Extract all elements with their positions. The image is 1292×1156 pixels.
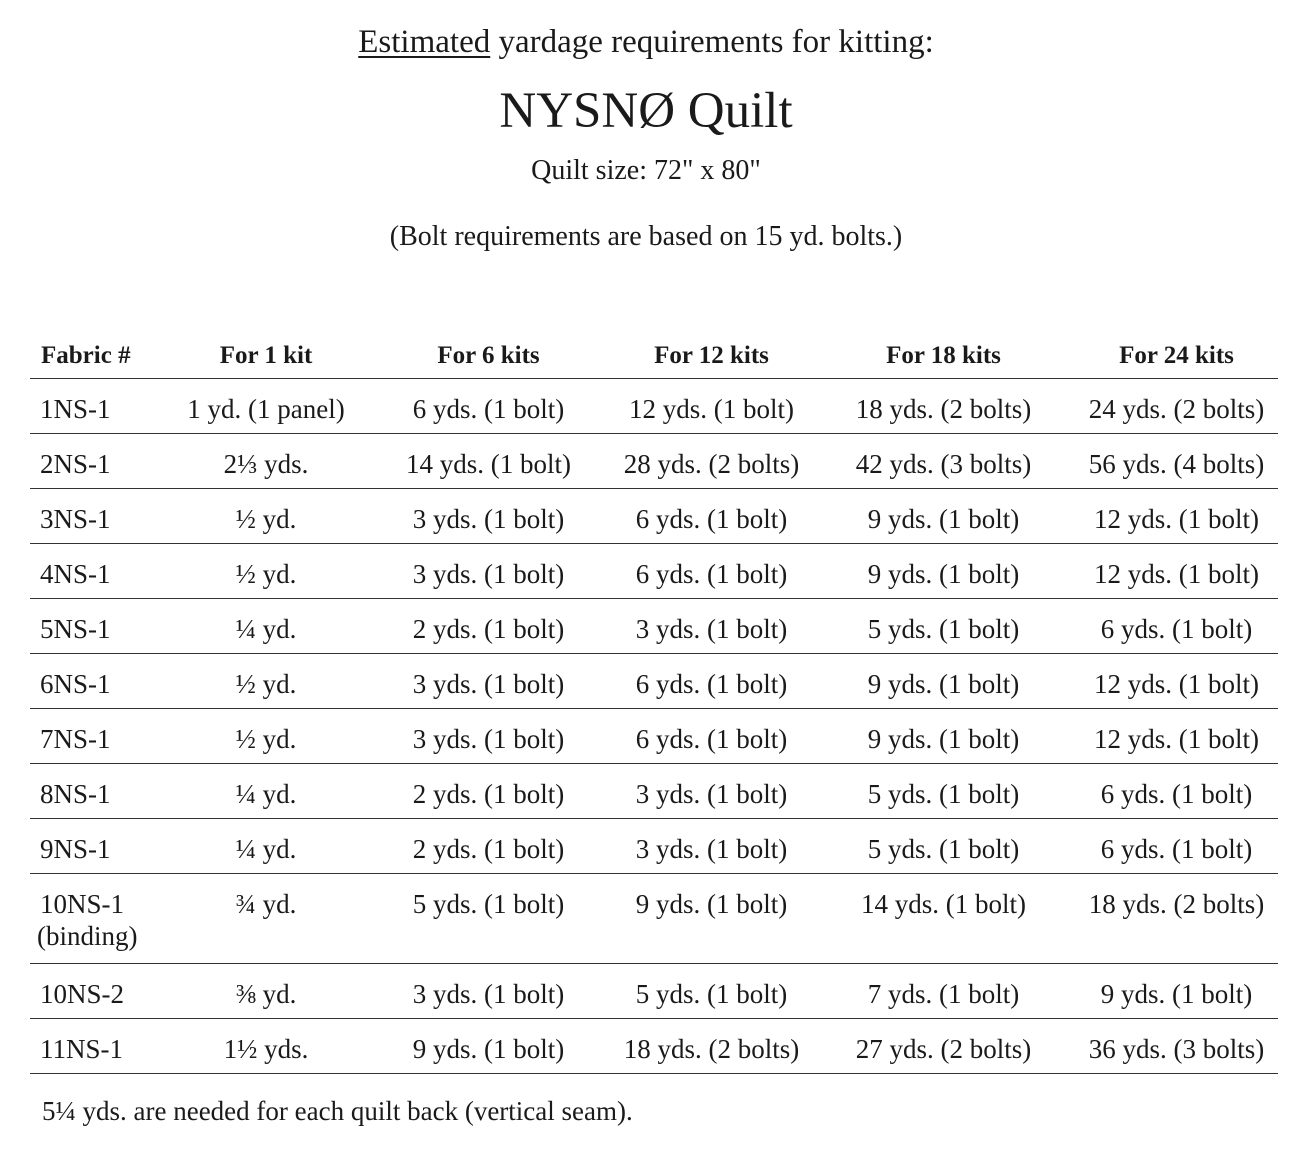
fabric-number: 9NS-1	[40, 834, 111, 864]
yardage-cell-kit24: 6 yds. (1 bolt)	[1075, 599, 1278, 654]
yardage-cell-kit1: ½ yd.	[166, 489, 366, 544]
yardage-cell-kit24: 6 yds. (1 bolt)	[1075, 764, 1278, 819]
yardage-cell-kit12: 6 yds. (1 bolt)	[611, 654, 812, 709]
yardage-cell-kit18: 14 yds. (1 bolt)	[812, 874, 1075, 964]
table-row	[30, 764, 1278, 819]
yardage-cell-kit1: ½ yd.	[166, 654, 366, 709]
fabric-note: (binding)	[37, 921, 138, 951]
yardage-cell-kit6: 2 yds. (1 bolt)	[366, 599, 611, 654]
yardage-cell-kit18: 9 yds. (1 bolt)	[812, 709, 1075, 764]
fabric-number: 3NS-1	[40, 504, 111, 534]
table-header-row	[30, 318, 1278, 379]
footnote: 5¼ yds. are needed for each quilt back (vertical seam).	[42, 1096, 633, 1126]
table-body	[30, 379, 1278, 1074]
fabric-number: 1NS-1	[40, 394, 111, 424]
yardage-cell-kit12: 3 yds. (1 bolt)	[611, 599, 812, 654]
table-row	[30, 819, 1278, 874]
fabric-cell	[30, 764, 166, 819]
yardage-cell-kit1: ½ yd.	[166, 709, 366, 764]
fabric-cell	[30, 964, 166, 1019]
column-header-kit24: For 24 kits	[1075, 318, 1278, 379]
fabric-cell	[30, 819, 166, 874]
yardage-cell-kit18: 5 yds. (1 bolt)	[812, 764, 1075, 819]
fabric-cell	[30, 434, 166, 489]
yardage-cell-kit24: 6 yds. (1 bolt)	[1075, 819, 1278, 874]
table-row	[30, 964, 1278, 1019]
yardage-cell-kit18: 42 yds. (3 bolts)	[812, 434, 1075, 489]
yardage-cell-kit6: 3 yds. (1 bolt)	[366, 964, 611, 1019]
yardage-cell-kit6: 9 yds. (1 bolt)	[366, 1019, 611, 1074]
yardage-cell-kit12: 6 yds. (1 bolt)	[611, 489, 812, 544]
yardage-cell-kit24: 24 yds. (2 bolts)	[1075, 379, 1278, 434]
yardage-cell-kit6: 3 yds. (1 bolt)	[366, 544, 611, 599]
yardage-cell-kit1: 1 yd. (1 panel)	[166, 379, 366, 434]
yardage-cell-kit18: 18 yds. (2 bolts)	[812, 379, 1075, 434]
table-row	[30, 874, 1278, 964]
table-row	[30, 544, 1278, 599]
yardage-cell-kit24: 12 yds. (1 bolt)	[1075, 654, 1278, 709]
yardage-cell-kit6: 6 yds. (1 bolt)	[366, 379, 611, 434]
column-header-fabric: Fabric #	[30, 318, 166, 379]
table-row	[30, 709, 1278, 764]
quilt-title: NYSNØ Quilt	[499, 83, 793, 139]
bolt-note: (Bolt requirements are based on 15 yd. bolts.)	[389, 221, 903, 252]
yardage-cell-kit1: ¼ yd.	[166, 764, 366, 819]
table-row	[30, 434, 1278, 489]
yardage-cell-kit1: 2⅓ yds.	[166, 434, 366, 489]
yardage-cell-kit6: 3 yds. (1 bolt)	[366, 654, 611, 709]
yardage-cell-kit24: 12 yds. (1 bolt)	[1075, 709, 1278, 764]
yardage-cell-kit18: 27 yds. (2 bolts)	[812, 1019, 1075, 1074]
fabric-number: 10NS-2	[40, 979, 125, 1009]
fabric-number: 2NS-1	[40, 449, 111, 479]
column-header-kit6: For 6 kits	[366, 318, 611, 379]
yardage-cell-kit6: 2 yds. (1 bolt)	[366, 819, 611, 874]
yardage-cell-kit1: ¼ yd.	[166, 819, 366, 874]
fabric-cell	[30, 544, 166, 599]
yardage-cell-kit18: 5 yds. (1 bolt)	[812, 599, 1075, 654]
yardage-cell-kit1: ¾ yd.	[166, 874, 366, 964]
yardage-cell-kit24: 56 yds. (4 bolts)	[1075, 434, 1278, 489]
fabric-cell	[30, 489, 166, 544]
table-row	[30, 1019, 1278, 1074]
yardage-cell-kit1: ½ yd.	[166, 544, 366, 599]
yardage-cell-kit6: 3 yds. (1 bolt)	[366, 709, 611, 764]
yardage-cell-kit12: 28 yds. (2 bolts)	[611, 434, 812, 489]
document-heading	[0, 20, 1292, 64]
yardage-cell-kit24: 36 yds. (3 bolts)	[1075, 1019, 1278, 1074]
yardage-cell-kit12: 12 yds. (1 bolt)	[611, 379, 812, 434]
column-header-kit18: For 18 kits	[812, 318, 1075, 379]
fabric-cell	[30, 874, 166, 964]
yardage-cell-kit12: 3 yds. (1 bolt)	[611, 764, 812, 819]
yardage-cell-kit6: 5 yds. (1 bolt)	[366, 874, 611, 964]
yardage-cell-kit1: ⅜ yd.	[166, 964, 366, 1019]
quilt-size: Quilt size: 72" x 80"	[531, 155, 761, 186]
fabric-cell	[30, 1019, 166, 1074]
yardage-cell-kit6: 3 yds. (1 bolt)	[366, 489, 611, 544]
yardage-cell-kit24: 12 yds. (1 bolt)	[1075, 544, 1278, 599]
yardage-cell-kit18: 9 yds. (1 bolt)	[812, 489, 1075, 544]
yardage-cell-kit24: 9 yds. (1 bolt)	[1075, 964, 1278, 1019]
column-header-kit12: For 12 kits	[611, 318, 812, 379]
fabric-number: 10NS-1	[40, 889, 125, 919]
yardage-cell-kit12: 5 yds. (1 bolt)	[611, 964, 812, 1019]
fabric-number: 6NS-1	[40, 669, 111, 699]
table-row	[30, 599, 1278, 654]
yardage-cell-kit18: 9 yds. (1 bolt)	[812, 544, 1075, 599]
yardage-table	[30, 318, 1278, 1074]
fabric-number: 7NS-1	[40, 724, 111, 754]
fabric-number: 4NS-1	[40, 559, 111, 589]
fabric-cell	[30, 654, 166, 709]
yardage-cell-kit12: 18 yds. (2 bolts)	[611, 1019, 812, 1074]
yardage-cell-kit6: 2 yds. (1 bolt)	[366, 764, 611, 819]
fabric-cell	[30, 599, 166, 654]
heading-underlined-word: Estimated	[358, 24, 491, 60]
fabric-number: 8NS-1	[40, 779, 111, 809]
fabric-number: 5NS-1	[40, 614, 111, 644]
table-row	[30, 379, 1278, 434]
yardage-cell-kit12: 6 yds. (1 bolt)	[611, 709, 812, 764]
yardage-cell-kit12: 9 yds. (1 bolt)	[611, 874, 812, 964]
column-header-kit1: For 1 kit	[166, 318, 366, 379]
table-row	[30, 489, 1278, 544]
yardage-cell-kit6: 14 yds. (1 bolt)	[366, 434, 611, 489]
yardage-cell-kit24: 18 yds. (2 bolts)	[1075, 874, 1278, 964]
yardage-cell-kit18: 5 yds. (1 bolt)	[812, 819, 1075, 874]
yardage-cell-kit18: 9 yds. (1 bolt)	[812, 654, 1075, 709]
fabric-cell	[30, 379, 166, 434]
yardage-cell-kit1: ¼ yd.	[166, 599, 366, 654]
heading-text: yardage requirements for kitting:	[490, 24, 934, 60]
table-row	[30, 654, 1278, 709]
fabric-number: 11NS-1	[40, 1034, 124, 1064]
yardage-cell-kit12: 6 yds. (1 bolt)	[611, 544, 812, 599]
yardage-cell-kit1: 1½ yds.	[166, 1019, 366, 1074]
fabric-cell	[30, 709, 166, 764]
yardage-cell-kit24: 12 yds. (1 bolt)	[1075, 489, 1278, 544]
yardage-cell-kit18: 7 yds. (1 bolt)	[812, 964, 1075, 1019]
yardage-cell-kit12: 3 yds. (1 bolt)	[611, 819, 812, 874]
